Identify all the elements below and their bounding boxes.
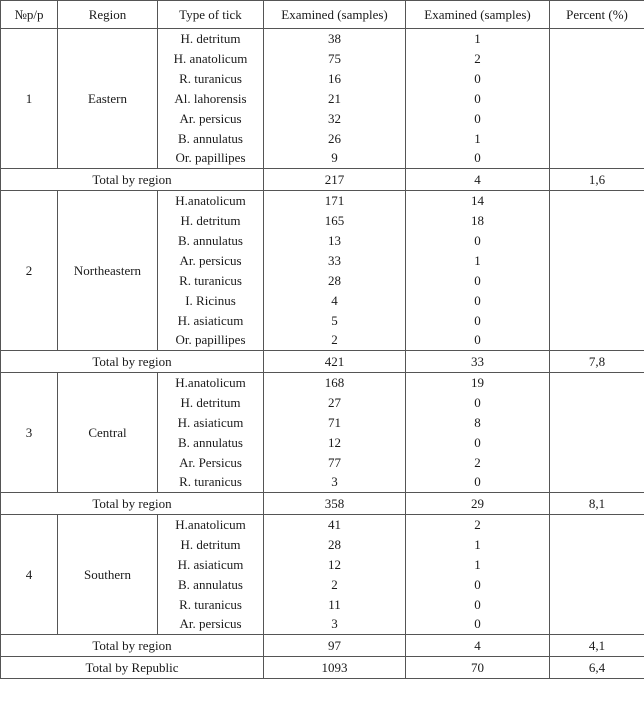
header-examined: Examined (samples) bbox=[264, 1, 406, 29]
region-name: Northeastern bbox=[58, 191, 158, 351]
examined-count: 28 bbox=[264, 271, 406, 291]
region-total-row bbox=[1, 493, 644, 515]
percent-blank bbox=[550, 515, 644, 635]
percent-blank bbox=[550, 191, 644, 351]
header-number: №р/р bbox=[1, 1, 58, 29]
header-percent: Percent (%) bbox=[550, 1, 644, 29]
tick-type: B. annulatus bbox=[158, 575, 264, 595]
examined-count: 16 bbox=[264, 69, 406, 89]
republic-total-row bbox=[1, 657, 644, 679]
table-row bbox=[1, 373, 644, 393]
region-total-examined: 421 bbox=[264, 351, 406, 373]
examined-count: 77 bbox=[264, 453, 406, 473]
tick-type: H. asiaticum bbox=[158, 555, 264, 575]
header-row bbox=[1, 1, 644, 29]
tick-type: H. asiaticum bbox=[158, 311, 264, 331]
examined-count: 12 bbox=[264, 433, 406, 453]
republic-total-label: Total by Republic bbox=[1, 657, 264, 679]
tick-type: R. turanicus bbox=[158, 69, 264, 89]
header-examined-positive: Examined (samples) bbox=[406, 1, 550, 29]
region-total-examined: 217 bbox=[264, 169, 406, 191]
table-body bbox=[1, 29, 644, 679]
examined-count: 21 bbox=[264, 89, 406, 109]
positive-count: 0 bbox=[406, 393, 550, 413]
positive-count: 1 bbox=[406, 129, 550, 149]
row-number: 1 bbox=[1, 29, 58, 169]
tick-type: R. turanicus bbox=[158, 473, 264, 493]
tick-type: Or. papillipes bbox=[158, 149, 264, 169]
positive-count: 1 bbox=[406, 29, 550, 49]
positive-count: 0 bbox=[406, 615, 550, 635]
examined-count: 26 bbox=[264, 129, 406, 149]
region-total-row bbox=[1, 635, 644, 657]
region-total-examined: 97 bbox=[264, 635, 406, 657]
region-total-label: Total by region bbox=[1, 169, 264, 191]
header-region: Region bbox=[58, 1, 158, 29]
region-total-positive: 4 bbox=[406, 169, 550, 191]
region-name: Eastern bbox=[58, 29, 158, 169]
positive-count: 0 bbox=[406, 271, 550, 291]
percent-blank bbox=[550, 373, 644, 493]
tick-type: H.anatolicum bbox=[158, 373, 264, 393]
positive-count: 18 bbox=[406, 211, 550, 231]
examined-count: 75 bbox=[264, 49, 406, 69]
tick-type: B. annulatus bbox=[158, 433, 264, 453]
region-total-percent: 7,8 bbox=[550, 351, 644, 373]
examined-count: 165 bbox=[264, 211, 406, 231]
examined-count: 13 bbox=[264, 231, 406, 251]
row-number: 2 bbox=[1, 191, 58, 351]
tick-type: B. annulatus bbox=[158, 231, 264, 251]
examined-count: 32 bbox=[264, 109, 406, 129]
positive-count: 0 bbox=[406, 311, 550, 331]
positive-count: 0 bbox=[406, 109, 550, 129]
row-number: 4 bbox=[1, 515, 58, 635]
tick-type: Al. lahorensis bbox=[158, 89, 264, 109]
positive-count: 0 bbox=[406, 331, 550, 351]
region-total-row bbox=[1, 351, 644, 373]
examined-count: 5 bbox=[264, 311, 406, 331]
examined-count: 3 bbox=[264, 615, 406, 635]
republic-total-examined: 1093 bbox=[264, 657, 406, 679]
examined-count: 171 bbox=[264, 191, 406, 211]
examined-count: 33 bbox=[264, 251, 406, 271]
examined-count: 168 bbox=[264, 373, 406, 393]
examined-count: 71 bbox=[264, 413, 406, 433]
tick-type: Or. papillipes bbox=[158, 331, 264, 351]
positive-count: 2 bbox=[406, 453, 550, 473]
table-row bbox=[1, 515, 644, 535]
region-total-row bbox=[1, 169, 644, 191]
examined-count: 28 bbox=[264, 535, 406, 555]
tick-type: R. turanicus bbox=[158, 271, 264, 291]
region-total-positive: 29 bbox=[406, 493, 550, 515]
examined-count: 4 bbox=[264, 291, 406, 311]
examined-count: 11 bbox=[264, 595, 406, 615]
positive-count: 2 bbox=[406, 515, 550, 535]
table-row bbox=[1, 191, 644, 211]
positive-count: 0 bbox=[406, 595, 550, 615]
examined-count: 12 bbox=[264, 555, 406, 575]
tick-type: H. detritum bbox=[158, 29, 264, 49]
examined-count: 3 bbox=[264, 473, 406, 493]
positive-count: 0 bbox=[406, 69, 550, 89]
positive-count: 8 bbox=[406, 413, 550, 433]
tick-type: Ar. persicus bbox=[158, 109, 264, 129]
tick-type: R. turanicus bbox=[158, 595, 264, 615]
percent-blank bbox=[550, 29, 644, 169]
header-tick-type: Type of tick bbox=[158, 1, 264, 29]
tick-type: B. annulatus bbox=[158, 129, 264, 149]
positive-count: 1 bbox=[406, 251, 550, 271]
tick-type: H. detritum bbox=[158, 535, 264, 555]
tick-type: H.anatolicum bbox=[158, 515, 264, 535]
positive-count: 1 bbox=[406, 555, 550, 575]
republic-total-positive: 70 bbox=[406, 657, 550, 679]
positive-count: 0 bbox=[406, 575, 550, 595]
region-total-label: Total by region bbox=[1, 493, 264, 515]
tick-type: I. Ricinus bbox=[158, 291, 264, 311]
positive-count: 1 bbox=[406, 535, 550, 555]
region-name: Southern bbox=[58, 515, 158, 635]
tick-type: H. detritum bbox=[158, 393, 264, 413]
tick-type: H. asiaticum bbox=[158, 413, 264, 433]
tick-type: Ar. Persicus bbox=[158, 453, 264, 473]
region-total-examined: 358 bbox=[264, 493, 406, 515]
tick-type: H. detritum bbox=[158, 211, 264, 231]
examined-count: 9 bbox=[264, 149, 406, 169]
region-name: Central bbox=[58, 373, 158, 493]
region-total-positive: 4 bbox=[406, 635, 550, 657]
positive-count: 0 bbox=[406, 149, 550, 169]
positive-count: 14 bbox=[406, 191, 550, 211]
examined-count: 41 bbox=[264, 515, 406, 535]
examined-count: 27 bbox=[264, 393, 406, 413]
region-total-percent: 8,1 bbox=[550, 493, 644, 515]
region-total-label: Total by region bbox=[1, 351, 264, 373]
republic-total-percent: 6,4 bbox=[550, 657, 644, 679]
positive-count: 0 bbox=[406, 231, 550, 251]
positive-count: 0 bbox=[406, 89, 550, 109]
examined-count: 2 bbox=[264, 331, 406, 351]
table-row bbox=[1, 29, 644, 49]
tick-type: H.anatolicum bbox=[158, 191, 264, 211]
positive-count: 19 bbox=[406, 373, 550, 393]
positive-count: 0 bbox=[406, 473, 550, 493]
region-total-percent: 1,6 bbox=[550, 169, 644, 191]
region-total-label: Total by region bbox=[1, 635, 264, 657]
tick-type: Ar. persicus bbox=[158, 251, 264, 271]
examined-count: 38 bbox=[264, 29, 406, 49]
tick-type: H. anatolicum bbox=[158, 49, 264, 69]
region-total-positive: 33 bbox=[406, 351, 550, 373]
examined-count: 2 bbox=[264, 575, 406, 595]
positive-count: 2 bbox=[406, 49, 550, 69]
row-number: 3 bbox=[1, 373, 58, 493]
positive-count: 0 bbox=[406, 291, 550, 311]
region-total-percent: 4,1 bbox=[550, 635, 644, 657]
tick-type: Ar. persicus bbox=[158, 615, 264, 635]
positive-count: 0 bbox=[406, 433, 550, 453]
